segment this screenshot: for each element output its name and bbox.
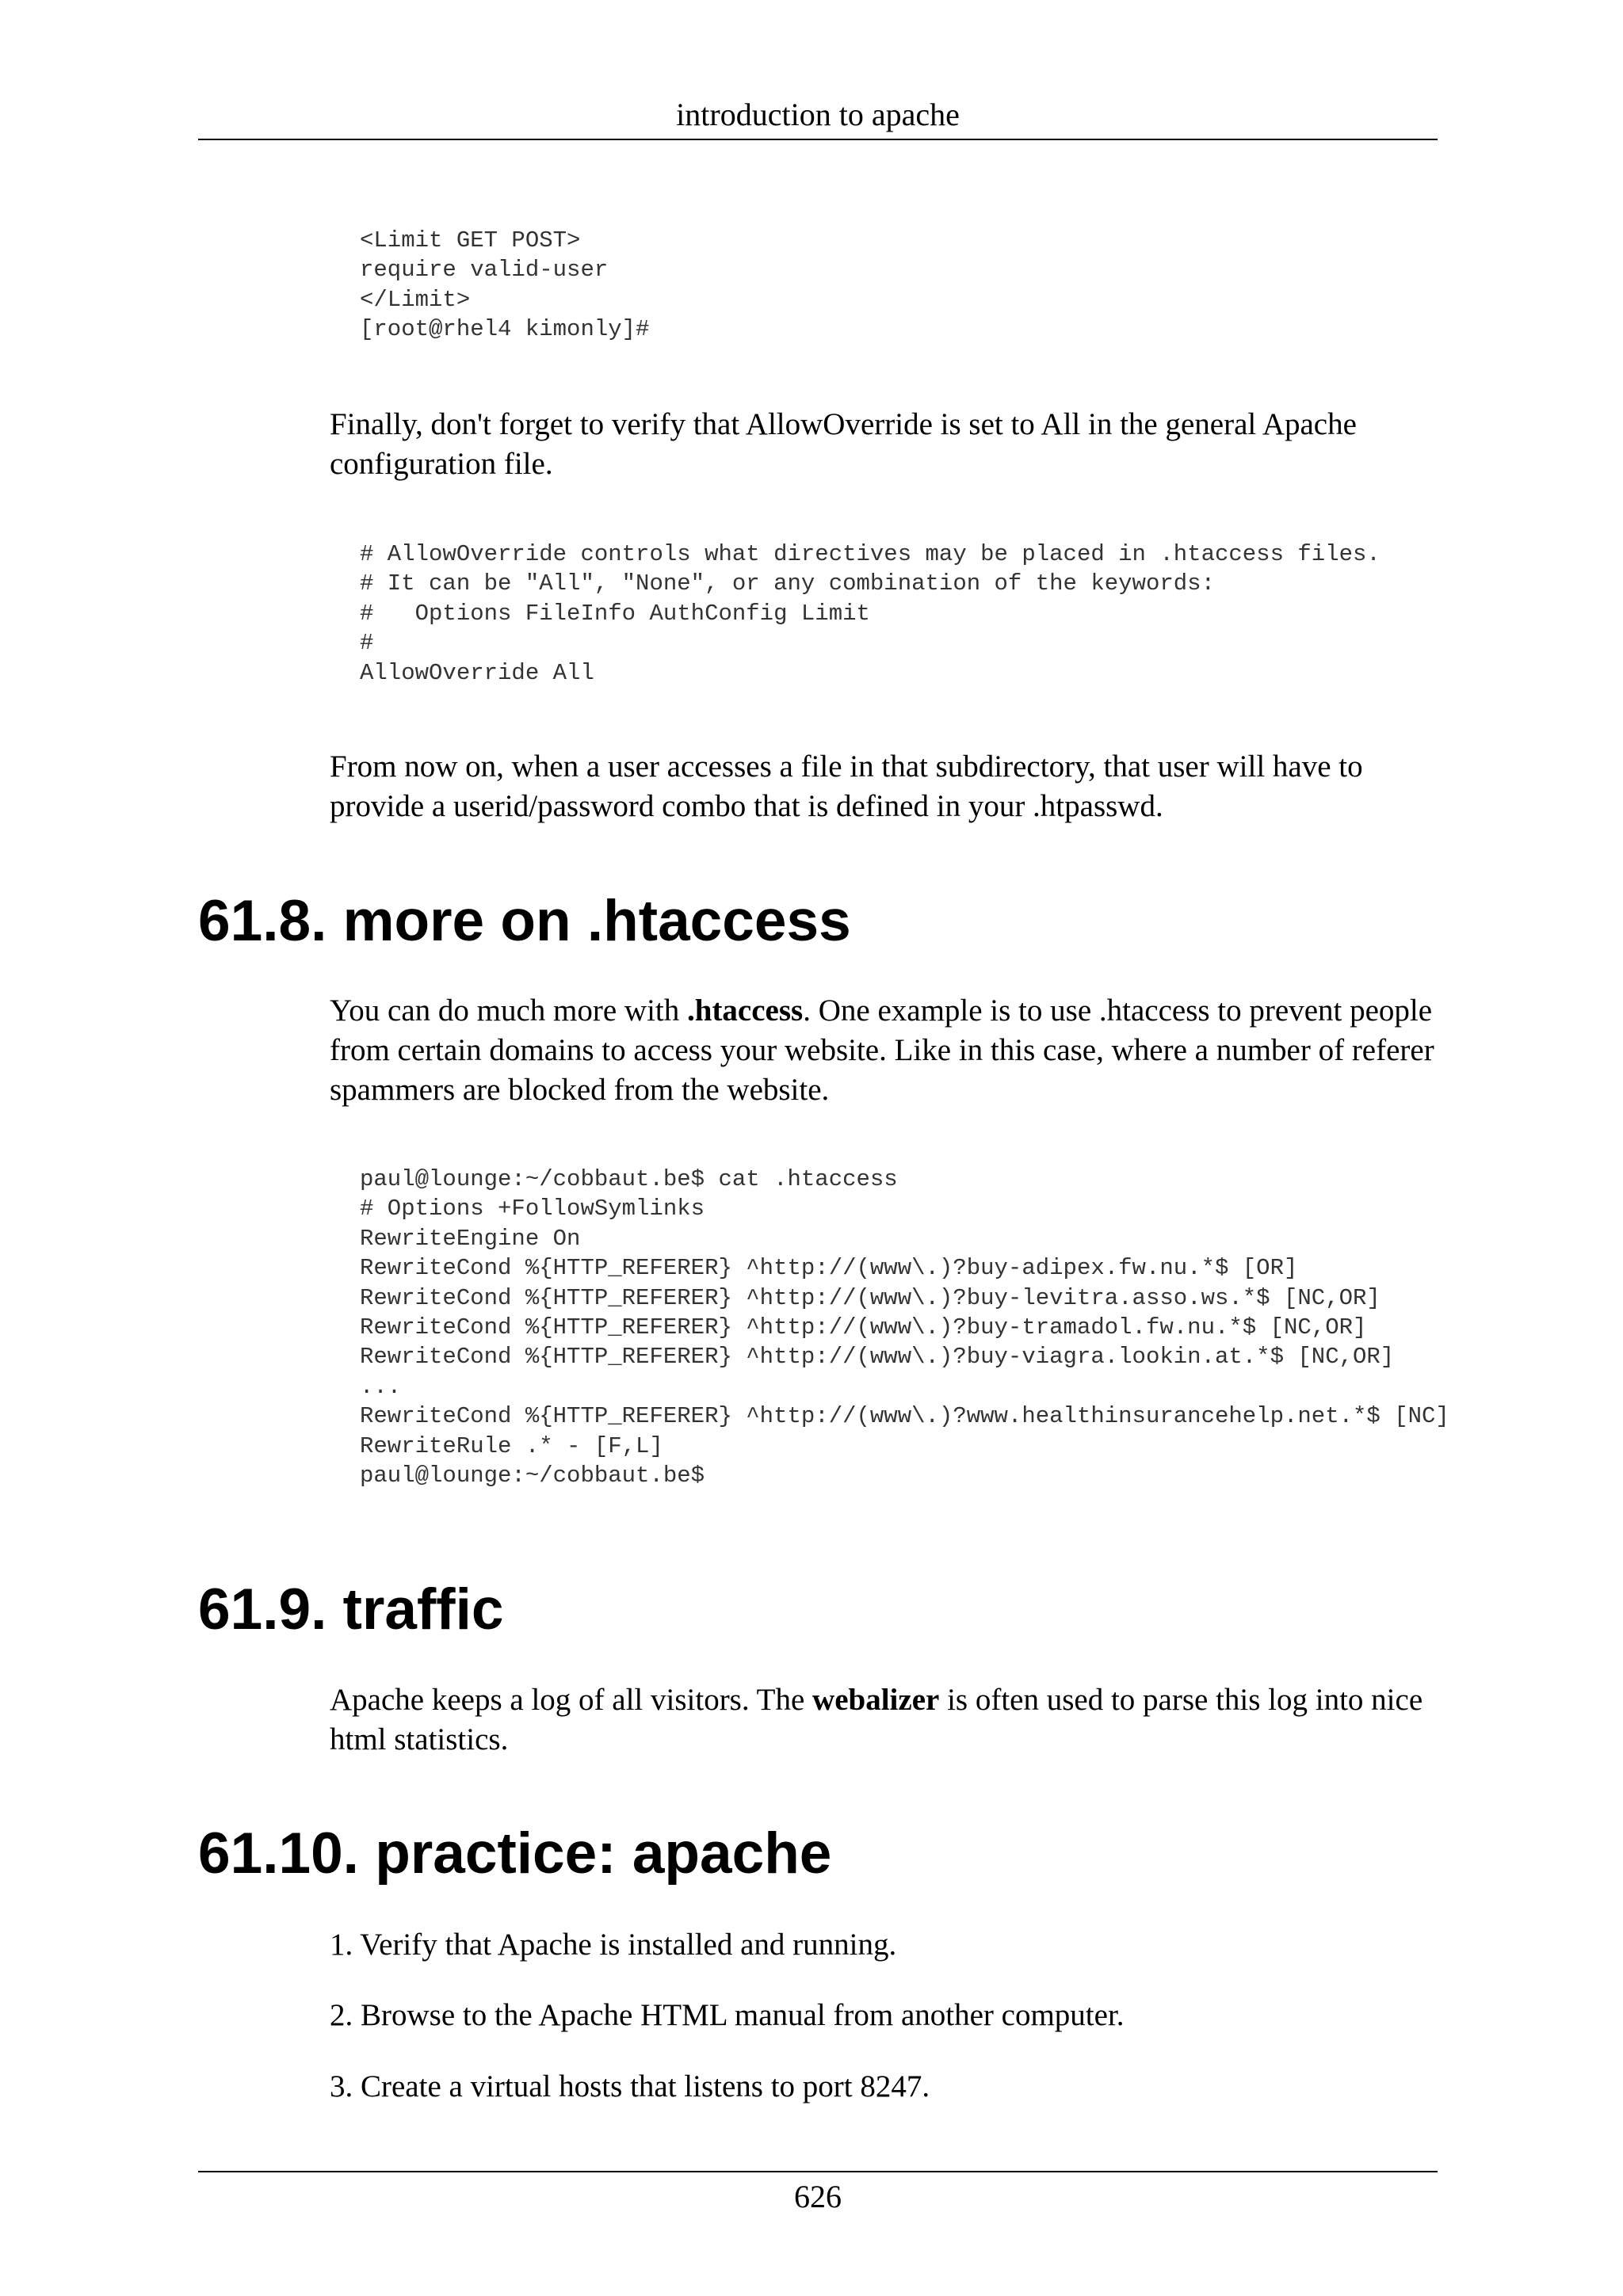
section-heading-61-9: 61.9. traffic (198, 1577, 504, 1642)
code-line: require valid-user (360, 257, 609, 284)
section-heading-61-8: 61.8. more on .htaccess (198, 889, 851, 953)
code-line: AllowOverride All (360, 659, 594, 686)
code-line: RewriteCond %{HTTP_REFERER} ^http://(www\.)?buy-viagra.lookin.at.*$ [NC,OR] (360, 1344, 1395, 1371)
page-number: 626 (794, 2179, 842, 2214)
practice-item: 2. Browse to the Apache HTML manual from another computer. (330, 1998, 1125, 2032)
section-heading-61-10: 61.10. practice: apache (198, 1821, 832, 1886)
para-text: You can do much more with (330, 994, 687, 1028)
code-line: </Limit> (360, 286, 471, 313)
bold-term-htaccess: .htaccess (687, 994, 804, 1028)
code-line: RewriteRule .* - [F,L] (360, 1432, 663, 1459)
para-text: is often used to parse this log into nice html statistics. (330, 1683, 1423, 1756)
code-line: <Limit GET POST> (360, 227, 581, 254)
code-block-allowoverride (360, 540, 1381, 688)
bold-term-webalizer: webalizer (812, 1683, 940, 1717)
code-line: RewriteCond %{HTTP_REFERER} ^http://(www\.)?buy-levitra.asso.ws.*$ [NC,OR] (360, 1284, 1381, 1311)
code-line: # Options FileInfo AuthConfig Limit (360, 600, 870, 627)
practice-item: 3. Create a virtual hosts that listens to port 8247. (330, 2069, 930, 2103)
para-text: Apache keeps a log of all visitors. The (330, 1683, 813, 1717)
para-text: . One example is to use .htaccess to prevent people from certain domains to access your website. Like in this case, where a number of referer spammers are blocked from the website. (330, 994, 1434, 1107)
paragraph-from-now-on: From now on, when a user accesses a file in that subdirectory, that user will have to provide a userid/password combo that is defined in your .htpasswd. (330, 749, 1363, 823)
code-line: # AllowOverride controls what directives may be placed in .htaccess files. (360, 541, 1381, 567)
paragraph-more-htaccess (330, 991, 1455, 1110)
code-line: # (360, 630, 374, 657)
code-line: RewriteEngine On (360, 1225, 581, 1252)
code-block-limit (360, 226, 649, 345)
code-line: ... (360, 1373, 402, 1400)
code-line: # Options +FollowSymlinks (360, 1196, 705, 1222)
running-header: introduction to apache (676, 97, 960, 132)
code-line: RewriteCond %{HTTP_REFERER} ^http://(www\.)?buy-adipex.fw.nu.*$ [OR] (360, 1255, 1298, 1282)
header-rule (198, 139, 1438, 140)
code-line: RewriteCond %{HTTP_REFERER} ^http://(www\.)?www.healthinsurancehelp.net.*$ [NC] (360, 1403, 1449, 1430)
practice-item: 1. Verify that Apache is installed and running. (330, 1928, 897, 1962)
code-line: paul@lounge:~/cobbaut.be$ cat .htaccess (360, 1166, 898, 1192)
code-line: [root@rhel4 kimonly]# (360, 316, 650, 343)
paragraph-allowoverride: Finally, don't forget to verify that AllowOverride is set to All in the general Apache configuration file. (330, 407, 1357, 481)
code-line: RewriteCond %{HTTP_REFERER} ^http://(www\.)?buy-tramadol.fw.nu.*$ [NC,OR] (360, 1314, 1367, 1341)
footer-rule (198, 2171, 1438, 2172)
code-block-htaccess (360, 1165, 1449, 1490)
code-line: # It can be "All", "None", or any combination of the keywords: (360, 570, 1215, 597)
code-line: paul@lounge:~/cobbaut.be$ (360, 1462, 705, 1489)
paragraph-traffic (330, 1680, 1455, 1760)
